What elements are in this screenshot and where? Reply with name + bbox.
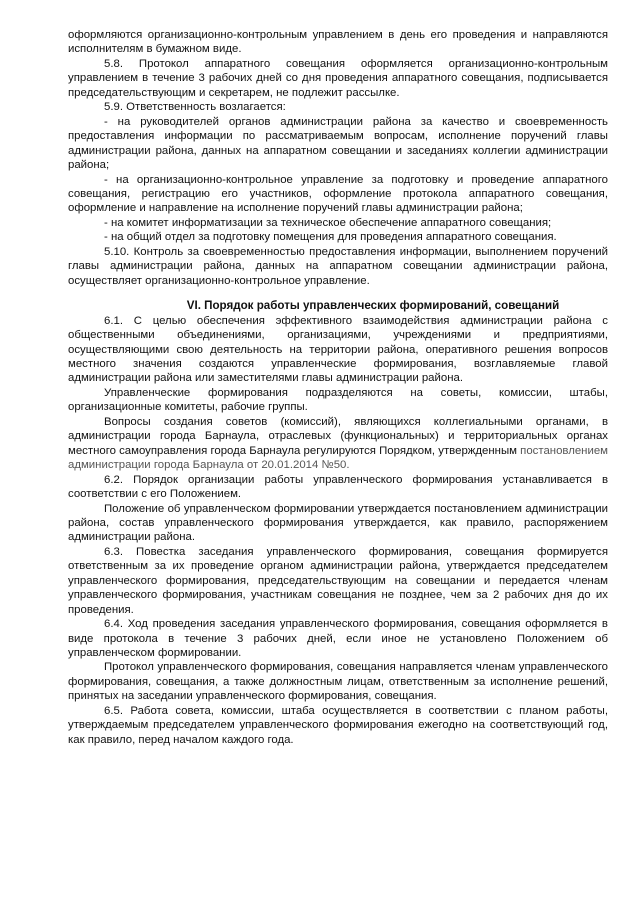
reference-resolution: постановлением администрации города Барнаула от 20.01.2014 №50. xyxy=(68,444,608,472)
paragraph-6-5: 6.5. Работа совета, комиссии, штаба осуществляется в соответствии с планом работы, утверждаемым председателем управленческого формирования ежегодно на соответствующий год, как правило, перед началом каждого года. xyxy=(68,704,608,746)
paragraph-5-9: 5.9. Ответственность возлагается: xyxy=(104,101,286,114)
section-heading: VI. Порядок работы управленческих формирований, совещаний xyxy=(186,299,560,313)
document-page xyxy=(68,28,608,747)
list-item-responsibility-4: - на общий отдел за подготовку помещения для проведения аппаратного совещания. xyxy=(104,231,557,244)
paragraph-regulation: Положение об управленческом формировании утверждается постановлением администрации района, состав управленческого формирования утверждается, как правило, распоряжением администрации района. xyxy=(68,502,608,544)
list-item-responsibility-3: - на комитет информатизации за техническое обеспечение аппаратного совещания; xyxy=(104,216,552,229)
paragraph-6-4: 6.4. Ход проведения заседания управленческого формирования, совещания оформляется в виде протокола в течение 3 рабочих дней, если иное не установлено Положением об управленческом формировании. xyxy=(68,618,608,660)
list-item-responsibility-1: - на руководителей органов администрации района за качество и своевременность предоставления информации по рассматриваемым вопросам, исполнение поручений главы администрации района, данных на аппаратном совещании и заседаниях коллегии администрации района; xyxy=(68,115,608,172)
paragraph-5-8: 5.8. Протокол аппаратного совещания оформляется организационно-контрольным управлением в течение 3 рабочих дней со дня проведения аппаратного совещания, подписывается председательствующим и секретарем, не подлежит рассылке. xyxy=(68,57,608,99)
paragraph-6-1: 6.1. С целью обеспечения эффективного взаимодействия администрации района с общественными объединениями, организациями, учреждениями и предприятиями, осуществляющими свою деятельность на территории района, оперативного решения вопросов местного значения создаются управленческие формирования, возглавляемые главой администрации района или заместителями главы администрации района. xyxy=(68,314,608,385)
paragraph-6-2: 6.2. Порядок организации работы управленческого формирования устанавливается в соответствии с его Положением. xyxy=(68,473,608,501)
list-item-responsibility-2: - на организационно-контрольное управление за подготовку и проведение аппаратного совещания, регистрацию его участников, оформление протокола аппаратного совещания, оформление и направление на исполнение поручений главы администрации района; xyxy=(68,173,608,215)
paragraph-councils-text: Вопросы создания советов (комиссий), являющихся коллегиальными органами, в администрации города Барнаула, отраслевых (функциональных) и территориальных органах местного самоуправления города Барнаула регулируются Порядком, утвержденным xyxy=(68,415,608,457)
paragraph-continuation: оформляются организационно-контрольным управлением в день его проведения и направляются исполнителям в бумажном виде. xyxy=(68,29,608,56)
paragraph-formations-types: Управленческие формирования подразделяются на советы, комиссии, штабы, организационные комитеты, рабочие группы. xyxy=(68,386,608,414)
paragraph-6-3: 6.3. Повестка заседания управленческого формирования, совещания формируется ответственным за их проведение органом администрации района, утверждается председателем управленческого формирования, председательствующим на совещании и передается членам управленческого формирования, участникам совещания не позднее, чем за 2 рабочих дня до их проведения. xyxy=(68,545,608,616)
paragraph-5-10: 5.10. Контроль за своевременностью предоставления информации, выполнением поручений главы администрации района, данных на аппаратном совещании администрации района, осуществляет организационно-контрольное управление. xyxy=(68,245,608,287)
paragraph-councils-creation xyxy=(68,415,608,473)
paragraph-protocol: Протокол управленческого формирования, совещания направляется членам управленческого формирования, совещания, а также должностным лицам, ответственным за исполнение решений, принятых на заседании управленческого формирования, совещания. xyxy=(68,661,608,703)
